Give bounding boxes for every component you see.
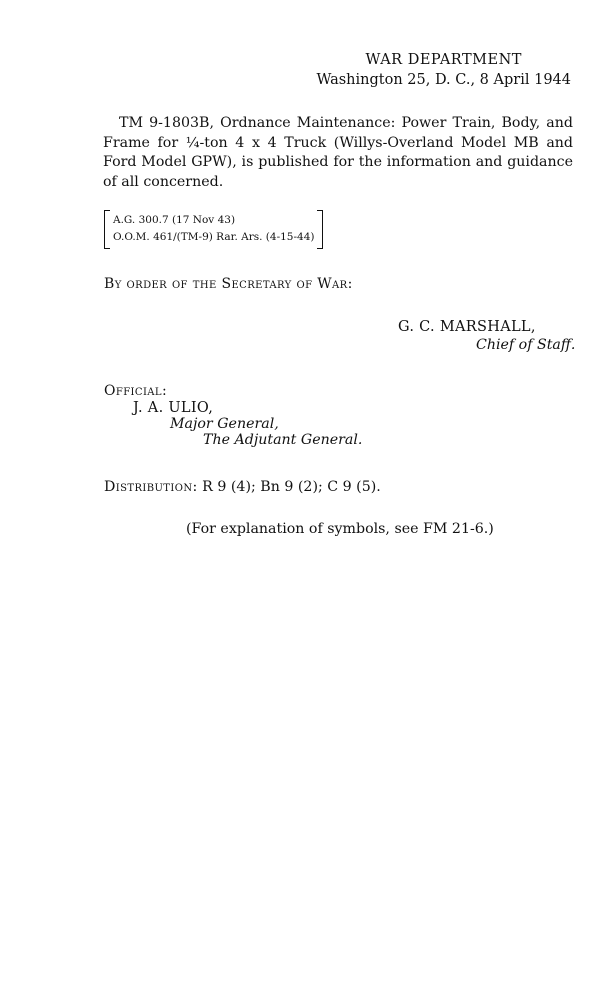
department-name: WAR DEPARTMENT <box>365 52 522 68</box>
signatory-title: Chief of Staff. <box>476 337 576 353</box>
dateline: Washington 25, D. C., 8 April 1944 <box>316 72 571 88</box>
distribution-label: Distribution: <box>104 479 198 495</box>
official-label: Official: <box>104 383 168 399</box>
official-role: The Adjutant General. <box>203 432 363 448</box>
reference-line: O.O.M. 461/(TM-9) Rar. Ars. (4-15-44) <box>113 231 315 243</box>
distribution-line <box>104 478 381 496</box>
symbols-note: (For explanation of symbols, see FM 21-6.) <box>186 521 494 537</box>
distribution-text: R 9 (4); Bn 9 (2); C 9 (5). <box>202 479 381 495</box>
right-bracket <box>317 210 323 249</box>
document-heading <box>316 50 571 90</box>
official-name: J. A. ULIO, <box>133 400 214 416</box>
signatory-name: G. C. MARSHALL, <box>398 319 536 335</box>
left-bracket <box>104 210 110 249</box>
reference-line: A.G. 300.7 (17 Nov 43) <box>113 214 236 226</box>
reference-block <box>104 210 323 249</box>
order-line: By order of the Secretary of War: <box>104 276 353 292</box>
publication-paragraph: TM 9-1803B, Ordnance Maintenance: Power Train, Body, and Frame for ¼-ton 4 x 4 Truck (Willys-Overland Model MB and Ford Model GPW), is published for the information and guidance of all concerned. <box>103 115 573 190</box>
official-rank: Major General, <box>170 416 279 432</box>
